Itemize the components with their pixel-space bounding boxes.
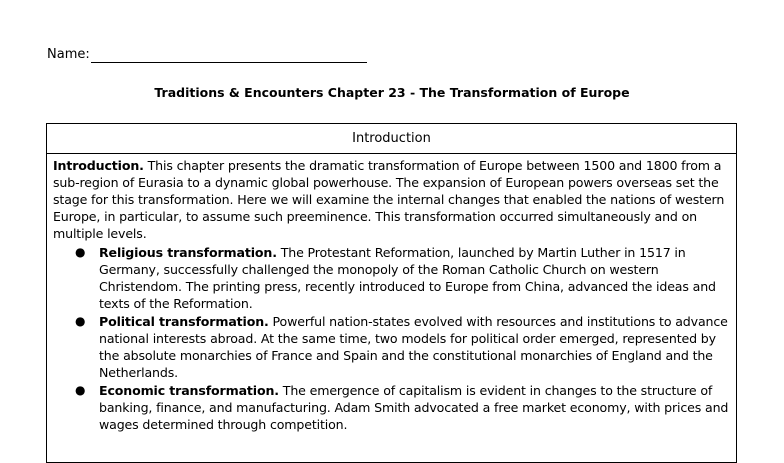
bullet-lead: Economic transformation. (99, 383, 279, 398)
introduction-table (46, 123, 737, 463)
introduction-lead: Introduction. (53, 158, 144, 173)
list-item-economic (53, 382, 730, 433)
name-field (47, 47, 367, 63)
bullet-icon: ● (75, 314, 86, 328)
bullet-text: The Protestant Reformation, launched by Martin Luther in 1517 in Germany, successfully challenged the monopoly of the Roman Catholic Church on western Christendom. The printing press, recently introduced to Europe from China, advanced the ideas and texts of the Reformation. (99, 245, 716, 311)
name-label: Name: (47, 47, 90, 62)
name-blank-line[interactable] (91, 49, 367, 63)
bullet-text: Powerful nation-states evolved with resources and institutions to advance national interests abroad. At the same time, two models for political order emerged, represented by the absolute monarchies of France and Spain and the constitutional monarchies of England and the Netherlands. (99, 314, 728, 380)
document-title: Traditions & Encounters Chapter 23 - The Transformation of Europe (154, 85, 630, 100)
bullet-icon: ● (75, 245, 86, 259)
bullet-lead: Political transformation. (99, 314, 269, 329)
bullet-text: The emergence of capitalism is evident in changes to the structure of banking, finance, and manufacturing. Adam Smith advocated a free market economy, with prices and wages determined through competition. (99, 383, 729, 432)
introduction-text: This chapter presents the dramatic transformation of Europe between 1500 and 1800 from a sub-region of Eurasia to a dynamic global powerhouse. The expansion of European powers overseas set the stage for this transformation. Here we will examine the internal changes that enabled the nations of western Europe, in particular, to assume such preeminence. This transformation occurred simultaneously and on multiple levels. (53, 158, 725, 241)
bullet-icon: ● (75, 383, 86, 397)
transformation-list (53, 244, 730, 433)
introduction-paragraph (53, 157, 730, 242)
list-item-religious (53, 244, 730, 312)
list-item-political (53, 313, 730, 381)
introduction-heading: Introduction (47, 124, 736, 154)
introduction-body (47, 154, 736, 433)
bullet-lead: Religious transformation. (99, 245, 277, 260)
